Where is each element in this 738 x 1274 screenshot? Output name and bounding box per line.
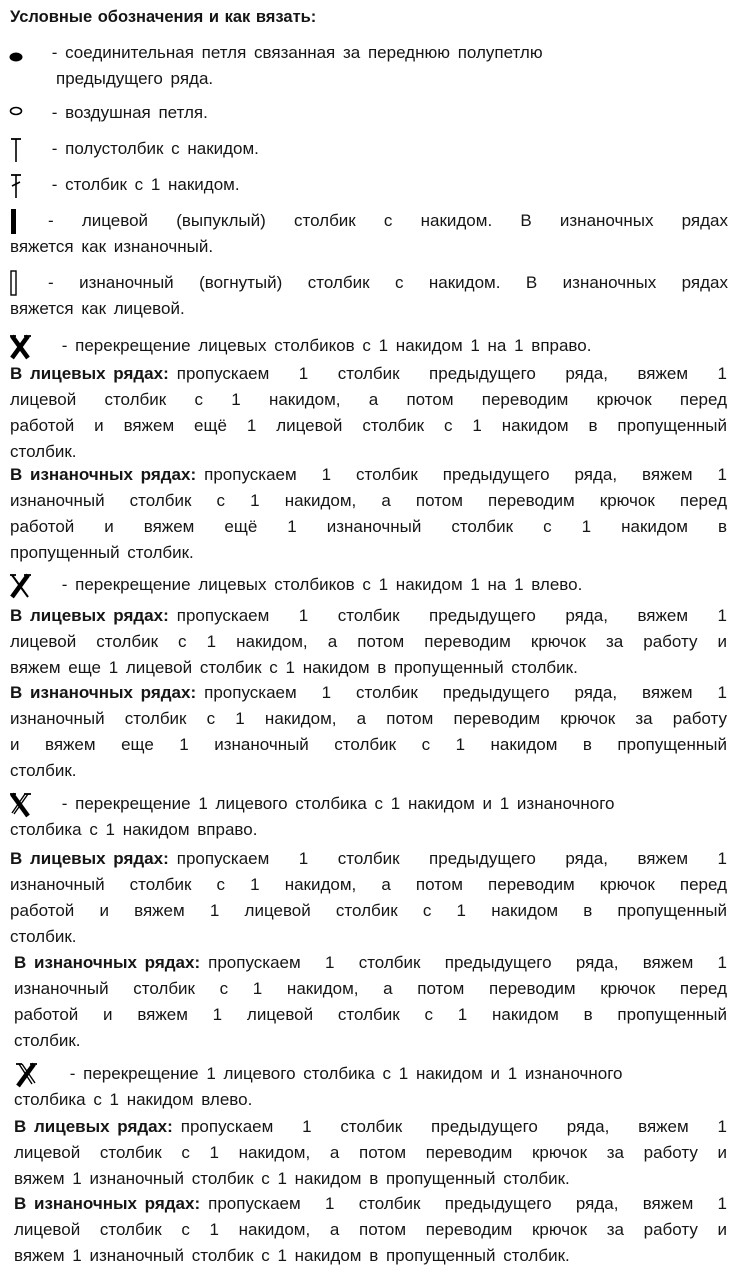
instruction-text: лицевой столбик с 1 накидом, а потом переводим крючок за работу и — [14, 1143, 727, 1162]
instruction-text: столбик. — [10, 761, 77, 780]
legend-text: - лицевой (выпуклый) столбик с накидом. В изнаночных рядах — [48, 211, 728, 230]
instruction-text: изнаночный столбик с 1 накидом, а потом переводим крючок перед — [10, 875, 727, 894]
legend-text: столбика с 1 накидом влево. — [14, 1090, 253, 1109]
legend-text: столбика с 1 накидом вправо. — [10, 820, 258, 839]
instruction-text: вяжем 1 изнаночный столбик с 1 накидом в пропущенный столбик. — [14, 1169, 570, 1188]
instruction-block — [14, 1191, 727, 1269]
instruction-text: работой и вяжем ещё 1 изнаночный столбик с 1 накидом в — [10, 517, 727, 536]
instruction-text: лицевой столбик с 1 накидом, а потом переводим крючок перед — [10, 390, 727, 409]
legend-text: - перекрещение 1 лицевого столбика с 1 накидом и 1 изнаночного — [61, 794, 615, 814]
legend-text: - полустолбик с накидом. — [51, 139, 259, 158]
instruction-text: столбик. — [10, 442, 77, 461]
front-post-dc-icon — [8, 207, 20, 235]
legend-text: вяжется как изнаночный. — [10, 237, 214, 256]
legend-text: - перекрещение лицевых столбиков с 1 накидом 1 на 1 влево. — [61, 575, 583, 595]
instruction-block — [10, 846, 727, 950]
legend-item-front-post — [8, 208, 728, 260]
instruction-text: пропускаем 1 столбик предыдущего ряда, вяжем 1 — [204, 683, 727, 702]
instruction-text: работой и вяжем 1 лицевой столбик с 1 накидом в пропущенный — [14, 1005, 727, 1024]
cross-front-back-left-icon — [14, 1061, 40, 1089]
row-type-label: В лицевых рядах: — [10, 364, 169, 383]
half-double-crochet-icon — [8, 137, 24, 163]
legend-item-cross-fb-right — [8, 791, 615, 843]
cross-front-back-right-icon — [8, 791, 34, 819]
instruction-block — [14, 1114, 727, 1192]
legend-text: вяжется как лицевой. — [10, 299, 185, 318]
legend-text: предыдущего ряда. — [56, 69, 214, 88]
instruction-text: пропускаем 1 столбик предыдущего ряда, вяжем 1 — [204, 465, 727, 484]
instruction-text: работой и вяжем 1 лицевой столбик с 1 накидом в пропущенный — [10, 901, 727, 920]
instruction-text: лицевой столбик с 1 накидом, а потом переводим крючок за работу и — [10, 632, 727, 651]
instruction-text: и вяжем еще 1 изнаночный столбик с 1 накидом в пропущенный — [10, 735, 727, 754]
instruction-block — [10, 680, 727, 784]
page-title: Условные обозначения и как вязать: — [10, 8, 317, 26]
instruction-block — [10, 462, 727, 566]
instruction-text: пропускаем 1 столбик предыдущего ряда, вяжем 1 — [208, 953, 727, 972]
instruction-block — [14, 950, 727, 1054]
legend-item-slip-stitch — [8, 40, 543, 92]
instruction-text: пропускаем 1 столбик предыдущего ряда, вяжем 1 — [176, 364, 727, 383]
legend-text: - воздушная петля. — [51, 103, 208, 122]
double-crochet-icon — [8, 173, 24, 199]
cross-left-icon — [8, 572, 34, 600]
instruction-text: изнаночный столбик с 1 накидом, а потом переводим крючок перед — [10, 491, 727, 510]
instruction-text: пропускаем 1 столбик предыдущего ряда, вяжем 1 — [176, 606, 727, 625]
legend-text: - перекрещение 1 лицевого столбика с 1 накидом и 1 изнаночного — [69, 1064, 623, 1084]
chain-stitch-icon — [8, 104, 26, 124]
legend-item-cross-right — [8, 333, 591, 359]
row-type-label: В изнаночных рядах: — [10, 465, 197, 484]
legend-item-chain-stitch — [8, 100, 208, 126]
instruction-text: изнаночный столбик с 1 накидом, а потом переводим крючок за работу — [10, 709, 727, 728]
row-type-label: В лицевых рядах: — [14, 1117, 173, 1136]
row-type-label: В изнаночных рядах: — [10, 683, 197, 702]
instruction-block — [10, 361, 727, 465]
instruction-text: работой и вяжем ещё 1 лицевой столбик с 1 накидом в пропущенный — [10, 416, 727, 435]
instruction-text: столбик. — [14, 1031, 81, 1050]
legend-item-cross-fb-left — [14, 1061, 623, 1113]
instruction-text: пропускаем 1 столбик предыдущего ряда, вяжем 1 — [208, 1194, 727, 1213]
legend-item-hdc — [8, 136, 259, 162]
instruction-text: столбик. — [10, 927, 77, 946]
slip-stitch-icon — [8, 44, 26, 64]
legend-text: - перекрещение лицевых столбиков с 1 накидом 1 на 1 вправо. — [61, 336, 592, 356]
instruction-text: лицевой столбик с 1 накидом, а потом переводим крючок за работу и — [14, 1220, 727, 1239]
legend-text: - соединительная петля связанная за переднюю полупетлю — [51, 43, 543, 62]
legend-item-cross-left — [8, 572, 582, 598]
row-type-label: В лицевых рядах: — [10, 849, 169, 868]
instruction-text: пропущенный столбик. — [10, 543, 194, 562]
back-post-dc-icon — [8, 269, 20, 297]
instruction-text: вяжем 1 изнаночный столбик с 1 накидом в пропущенный столбик. — [14, 1246, 570, 1265]
legend-text: - столбик с 1 накидом. — [51, 175, 240, 194]
legend-text: - изнаночный (вогнутый) столбик с накидом. В изнаночных рядах — [48, 273, 728, 292]
instruction-text: вяжем еще 1 лицевой столбик с 1 накидом в пропущенный столбик. — [10, 658, 578, 677]
row-type-label: В изнаночных рядах: — [14, 1194, 201, 1213]
instruction-text: пропускаем 1 столбик предыдущего ряда, вяжем 1 — [176, 849, 727, 868]
legend-item-back-post — [8, 270, 728, 322]
legend-item-dc — [8, 172, 240, 198]
row-type-label: В лицевых рядах: — [10, 606, 169, 625]
instruction-text: пропускаем 1 столбик предыдущего ряда, вяжем 1 — [180, 1117, 727, 1136]
instruction-block — [10, 603, 727, 681]
row-type-label: В изнаночных рядах: — [14, 953, 201, 972]
instruction-text: изнаночный столбик с 1 накидом, а потом переводим крючок перед — [14, 979, 727, 998]
cross-right-icon — [8, 333, 34, 361]
